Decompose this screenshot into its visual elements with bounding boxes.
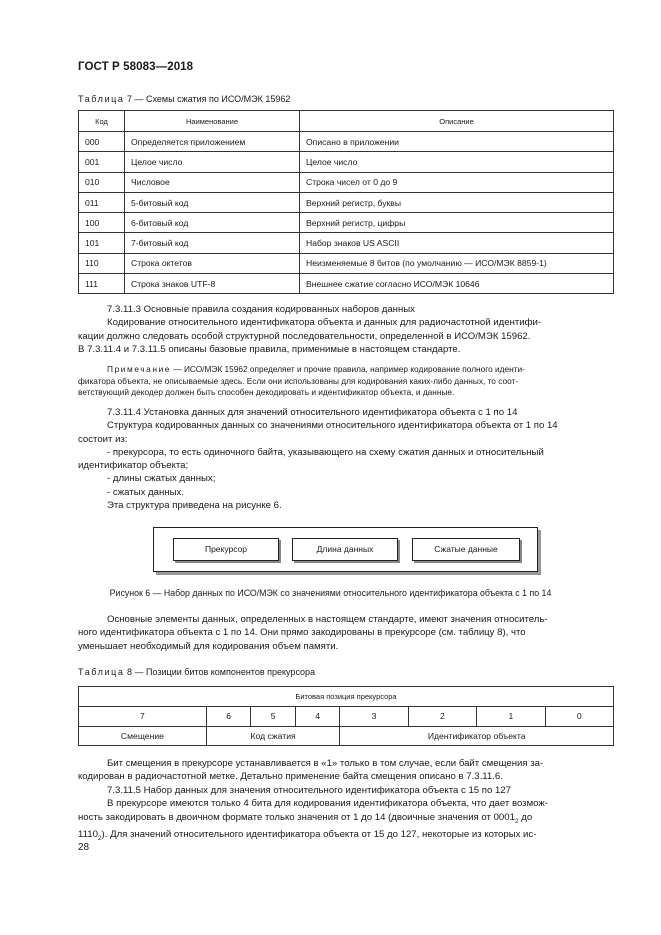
- paragraph-line: Эта структура приведена на рисунке 6.: [107, 500, 282, 512]
- paragraph-line: В прекурсоре имеются только 4 бита для кодирования идентификатора объекта, что дает возмож-: [107, 798, 549, 810]
- text-run: 1110: [78, 828, 98, 840]
- table8-bit: 5: [251, 707, 296, 727]
- subscript: 2: [97, 834, 102, 842]
- table-row: [79, 132, 614, 152]
- table7-col-description: Описание: [300, 111, 614, 132]
- note-line: [78, 364, 618, 376]
- table7-cell-description: Строка чисел от 0 до 9: [300, 172, 614, 192]
- table7-header-row: [79, 111, 614, 132]
- note-line: ветствующий декодер должен быть способен декодировать и идентификатор объекта, и данные.: [78, 387, 455, 398]
- table7-cell-description: Целое число: [300, 152, 614, 172]
- table7-col-name: Наименование: [125, 111, 300, 132]
- paragraph-line: В 7.3.11.4 и 7.3.11.5 описаны базовые правила, применимые в настоящем стандарте.: [78, 343, 461, 355]
- section-7-3-11-5: [78, 784, 618, 845]
- paragraph-after-figure: [78, 613, 618, 653]
- paragraph-line: кодирован в радиочастотной метке. Детально применение байта смещения описано в 7.3.11.6.: [78, 771, 503, 783]
- figure6-box-data-length: Длина данных: [292, 538, 398, 561]
- table7-cell-description: Верхний регистр, цифры: [300, 213, 614, 233]
- table7-cell-name: Строка знаков UTF-8: [125, 274, 300, 294]
- table7-cell-description: Верхний регистр, буквы: [300, 192, 614, 212]
- table8-bit: 2: [408, 707, 476, 727]
- text-run: ность закодировать в двоичном формате только значения от 1 до 14 (двоичные значения от 0001: [78, 811, 515, 823]
- table8-header: Битовая позиция прекурсора: [79, 687, 614, 707]
- table7-cell-name: Определяется приложением: [125, 132, 300, 152]
- note-text: — ИСО/МЭК 15962 определяет и прочие правила, например кодирование полного иденти-: [173, 364, 525, 374]
- paragraph-line: Кодирование относительного идентификатора объекта и данных для радиочастотной идентифи-: [107, 317, 542, 329]
- list-item-continuation: идентификатор объекта;: [78, 460, 189, 472]
- table8-object-id: Идентификатор объекта: [340, 726, 614, 746]
- note-line: фикатора объекта, не описываемые здесь. Если они использованы для кодирования каких-либо данных, то соот-: [78, 375, 519, 386]
- table7-cell-code: 001: [79, 152, 125, 172]
- table-row: [79, 192, 614, 212]
- section-7-3-11-3: [78, 303, 618, 356]
- table8-bit: 7: [79, 707, 207, 727]
- table-row: [79, 152, 614, 172]
- table8-bit: 1: [477, 707, 545, 727]
- table7: [78, 110, 614, 294]
- table-row: [79, 213, 614, 233]
- figure6-diagram: [153, 527, 538, 572]
- section-heading: 7.3.11.5 Набор данных для значения относительного идентификатора объекта с 15 по 127: [107, 785, 511, 796]
- table7-cell-code: 000: [79, 132, 125, 152]
- table7-cell-name: 6-битовый код: [125, 213, 300, 233]
- table8-bit: 4: [295, 707, 340, 727]
- table7-cell-code: 010: [79, 172, 125, 192]
- paragraph-line: кации должно следовать особой структурной последовательности, определенной в ИСО/МЭК 15962.: [78, 330, 531, 342]
- table-row: [79, 253, 614, 273]
- table7-col-code: Код: [79, 111, 125, 132]
- text-run: ). Для значений относительного идентификатора объекта от 15 до 127, некоторые из которых ис-: [101, 828, 537, 840]
- paragraph-line: ного идентификатора объекта с 1 по 14. Они прямо закодированы в прекурсоре (см. таблицу 8), что: [78, 627, 526, 639]
- paragraph-line: Основные элементы данных, определенных в настоящем стандарте, имеют значения относитель-: [107, 614, 548, 625]
- paragraph-line: состоит из:: [78, 433, 128, 445]
- list-item: - сжатых данных.: [107, 486, 184, 498]
- paragraph-line: уменьшает необходимый для кодирования объем памяти.: [78, 640, 339, 652]
- table-row: [79, 274, 614, 294]
- table7-caption: [78, 94, 290, 104]
- table8-compression-code: Код сжатия: [206, 726, 340, 746]
- table8-header-row: [79, 687, 614, 707]
- table7-cell-description: Набор знаков US ASCII: [300, 233, 614, 253]
- table7-cell-name: Строка октетов: [125, 253, 300, 273]
- table8-offset: Смещение: [79, 726, 207, 746]
- subscript: 2: [514, 817, 519, 825]
- page-number: 28: [78, 842, 90, 853]
- table7-cell-code: 110: [79, 253, 125, 273]
- table8-caption-label: Таблица: [78, 667, 125, 677]
- table8: [78, 686, 614, 746]
- table7-cell-name: Числовое: [125, 172, 300, 192]
- section-heading: 7.3.11.4 Установка данных для значений относительного идентификатора объекта с 1 по 14: [107, 407, 518, 418]
- table7-caption-label: Таблица: [78, 94, 125, 104]
- table8-bit: 0: [545, 707, 613, 727]
- section-heading: 7.3.11.3 Основные правила создания кодированных наборов данных: [107, 304, 415, 315]
- paragraph-line: Бит смещения в прекурсоре устанавливается в «1» только в том случае, если байт смещения за-: [107, 758, 544, 769]
- list-item: - длины сжатых данных;: [107, 473, 216, 485]
- paragraph-line: [78, 811, 618, 828]
- table8-bits-row: [79, 707, 614, 727]
- paragraph-line: Структура кодированных данных со значениями относительного идентификатора объекта от 1 по 14: [107, 420, 558, 432]
- table7-cell-code: 011: [79, 192, 125, 212]
- table7-cell-name: 5-битовый код: [125, 192, 300, 212]
- list-item: - прекурсора, то есть одиночного байта, указывающего на схему сжатия данных и относительный: [107, 446, 544, 458]
- table-row: [79, 172, 614, 192]
- table7-cell-name: Целое число: [125, 152, 300, 172]
- figure6-caption: Рисунок 6 — Набор данных по ИСО/МЭК со значениями относительного идентификатора объекта с 1 по 14: [109, 588, 552, 598]
- table8-caption-text: 8 — Позиции битов компонентов прекурсора: [127, 667, 316, 677]
- document-header: ГОСТ Р 58083—2018: [78, 61, 194, 73]
- table8-bit: 6: [206, 707, 251, 727]
- section-7-3-11-4: [78, 406, 618, 512]
- table7-cell-code: 100: [79, 213, 125, 233]
- note-label: Примечание: [107, 364, 172, 374]
- table7-cell-name: 7-битовый код: [125, 233, 300, 253]
- figure6-box-compressed-data: Сжатые данные: [412, 538, 520, 561]
- table8-bit: 3: [340, 707, 408, 727]
- figure6-box-precursor: Прекурсор: [173, 538, 279, 561]
- table-row: [79, 233, 614, 253]
- paragraph-line: [78, 828, 618, 845]
- table7-cell-description: Неизменяемые 8 битов (по умолчанию — ИСО/МЭК 8859-1): [300, 253, 614, 273]
- table7-cell-code: 101: [79, 233, 125, 253]
- table8-caption: [78, 667, 315, 677]
- text-run: до: [518, 811, 533, 823]
- paragraph-offset: [78, 757, 618, 784]
- table8-components-row: [79, 726, 614, 746]
- table7-cell-description: Внешнее сжатие согласно ИСО/МЭК 10646: [300, 274, 614, 294]
- note-block: [78, 364, 618, 399]
- table7-cell-description: Описано в приложении: [300, 132, 614, 152]
- table7-cell-code: 111: [79, 274, 125, 294]
- table7-caption-text: 7 — Схемы сжатия по ИСО/МЭК 15962: [127, 94, 291, 104]
